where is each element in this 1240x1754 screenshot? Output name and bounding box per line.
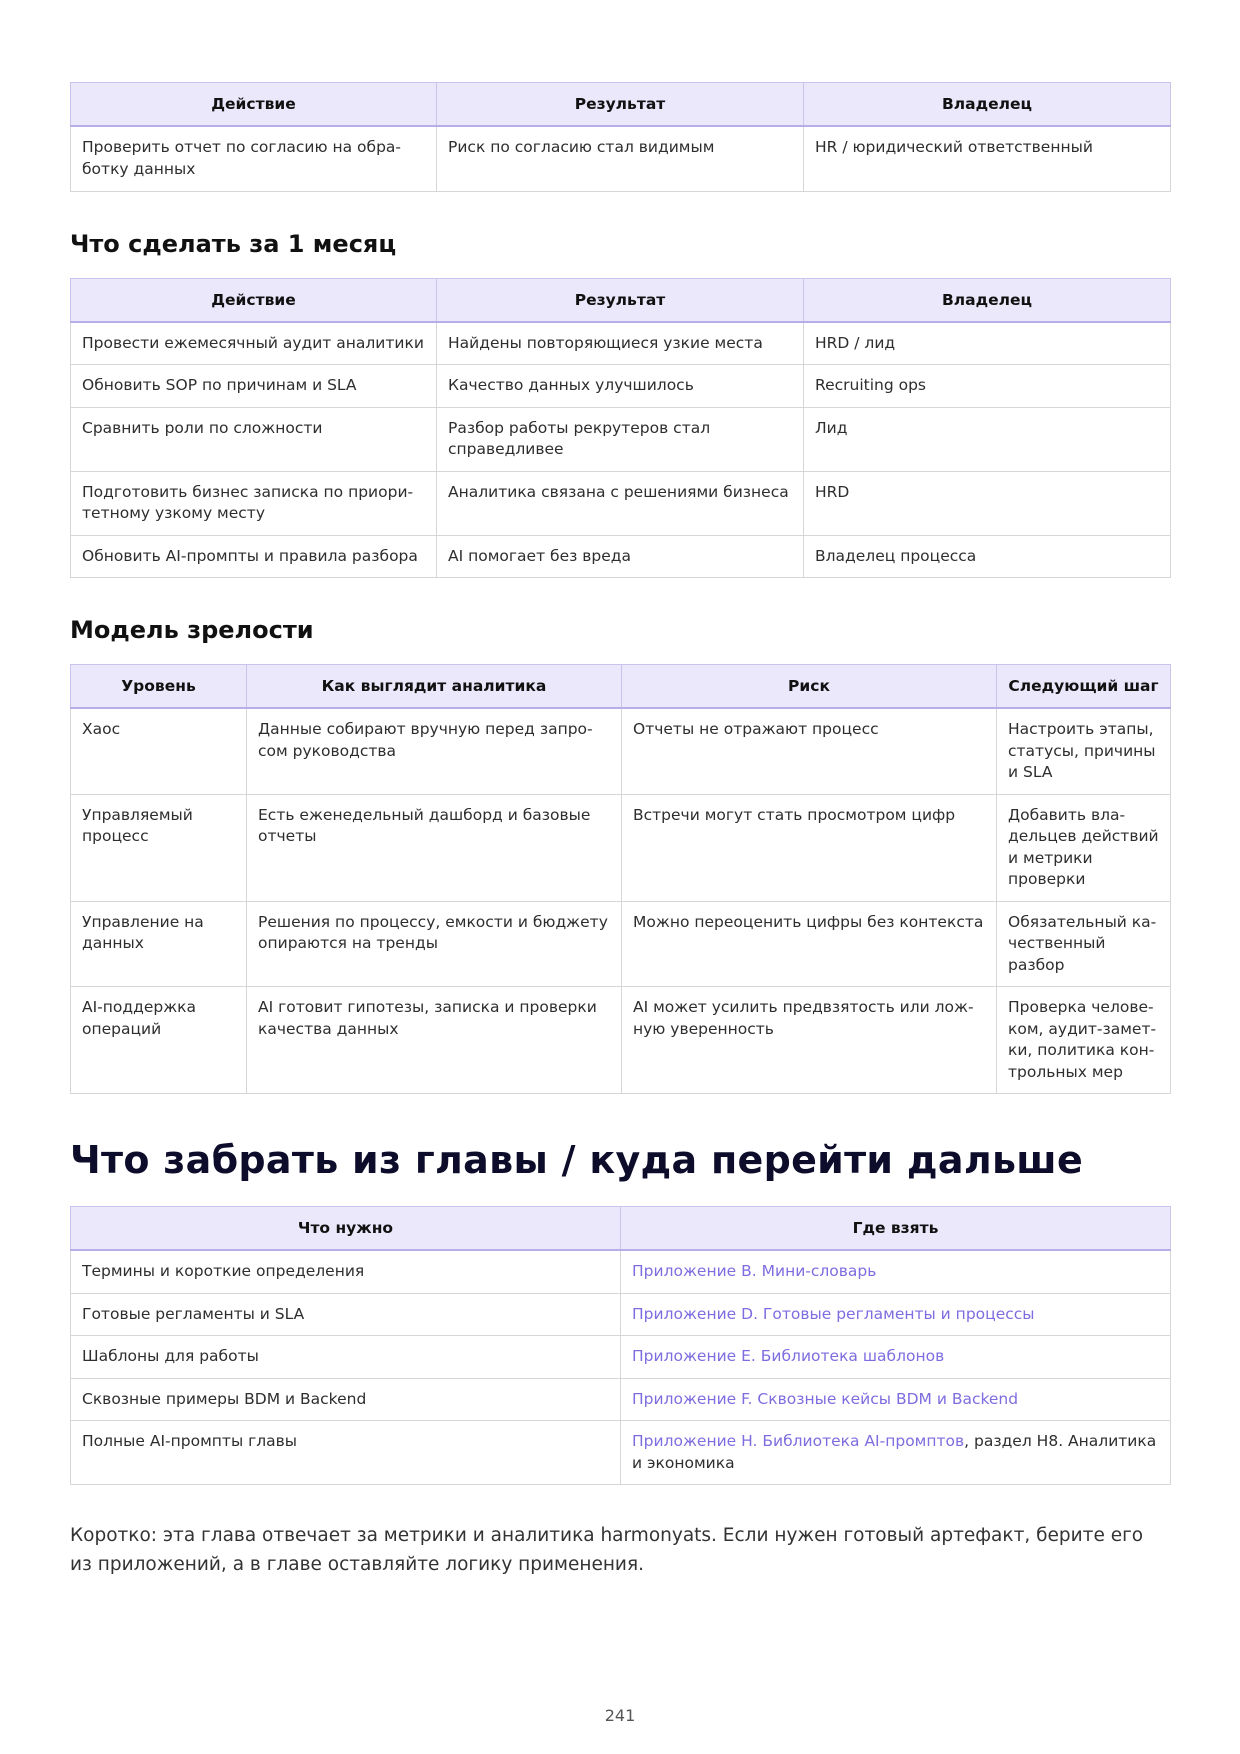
cell-result: Аналитика связана с решениями бизнеса <box>437 471 804 535</box>
table-maturity-model <box>70 664 1171 1094</box>
table-row <box>71 407 1171 471</box>
table-row <box>71 471 1171 535</box>
cell-level: Управляемый процесс <box>71 794 247 901</box>
table-row <box>71 794 1171 901</box>
header-action: Действие <box>71 83 437 127</box>
table-header-row <box>71 1207 1171 1251</box>
cell-risk: Можно переоценить цифры без контекста <box>622 901 997 987</box>
header-result: Результат <box>437 83 804 127</box>
cell-need: Сквозные примеры BDM и Backend <box>71 1378 621 1421</box>
cell-result: Риск по согласию стал видимым <box>437 126 804 191</box>
header-owner: Владелец <box>804 83 1171 127</box>
table-header-row <box>71 665 1171 709</box>
cell-risk: Встречи могут стать просмотром цифр <box>622 794 997 901</box>
header-result: Результат <box>437 278 804 322</box>
header-where: Где взять <box>621 1207 1171 1251</box>
header-analytics: Как выглядит аналитика <box>247 665 622 709</box>
table-row <box>71 1378 1171 1421</box>
cell-action: Провести ежемесячный аудит аналитики <box>71 322 437 365</box>
page-number: 241 <box>604 1706 636 1725</box>
cell-next-step: Настроить этапы, статусы, причины и SLA <box>997 708 1171 794</box>
cell-owner: Лид <box>804 407 1171 471</box>
cell-where <box>621 1378 1171 1421</box>
link-suffix: , раздел H8. Аналитика и экономика <box>632 1432 1157 1472</box>
appendix-link[interactable]: Приложение D. Готовые регламенты и процессы <box>632 1304 1035 1323</box>
table-header-row <box>71 83 1171 127</box>
header-next-step: Следующий шаг <box>997 665 1171 709</box>
cell-result: AI помогает без вреда <box>437 535 804 578</box>
header-action: Действие <box>71 278 437 322</box>
table-row <box>71 987 1171 1094</box>
cell-result: Качество данных улучшилось <box>437 365 804 408</box>
cell-where <box>621 1293 1171 1336</box>
cell-need: Термины и короткие определения <box>71 1250 621 1293</box>
cell-level: Управление на данных <box>71 901 247 987</box>
table-row <box>71 1250 1171 1293</box>
cell-next-step: Обязательный ка-чественный разбор <box>997 901 1171 987</box>
appendix-link[interactable]: Приложение B. Мини-словарь <box>632 1262 877 1280</box>
cell-level: Хаос <box>71 708 247 794</box>
chapter-summary: Коротко: эта глава отвечает за метрики и аналитика harmonyats. Если нужен готовый артефакт, берите его из приложений, а в главе оставляйте логику применения. <box>70 1525 1144 1575</box>
cell-owner: HRD <box>804 471 1171 535</box>
table-row <box>71 365 1171 408</box>
table-row <box>71 1293 1171 1336</box>
cell-action: Обновить SOP по причинам и SLA <box>71 365 437 408</box>
page-content <box>70 82 1170 1579</box>
table-row <box>71 708 1171 794</box>
chapter-heading-next: Что забрать из главы / куда перейти дальше <box>70 1138 1084 1182</box>
cell-action: Обновить AI-промпты и правила разбора <box>71 535 437 578</box>
header-risk: Риск <box>622 665 997 709</box>
cell-owner: Владелец процесса <box>804 535 1171 578</box>
cell-result: Разбор работы рекрутеров стал справедливее <box>437 407 804 471</box>
table-next-steps <box>70 1206 1171 1485</box>
table-row <box>71 901 1171 987</box>
cell-where <box>621 1336 1171 1379</box>
cell-need: Шаблоны для работы <box>71 1336 621 1379</box>
table-row <box>71 322 1171 365</box>
appendix-link[interactable]: Приложение E. Библиотека шаблонов <box>632 1347 945 1365</box>
cell-level: AI-поддержка операций <box>71 987 247 1094</box>
table-row <box>71 1421 1171 1485</box>
cell-analytics: AI готовит гипотезы, записка и проверки качества данных <box>247 987 622 1094</box>
cell-next-step: Проверка челове-ком, аудит-замет-ки, политика кон-трольных мер <box>997 987 1171 1094</box>
table-actions-continued <box>70 82 1171 192</box>
table-header-row <box>71 278 1171 322</box>
appendix-link[interactable]: Приложение H. Библиотека AI-промптов <box>632 1432 965 1450</box>
table-row <box>71 535 1171 578</box>
header-owner: Владелец <box>804 278 1171 322</box>
cell-action: Подготовить бизнес записка по приори-тетному узкому месту <box>71 471 437 535</box>
appendix-link[interactable]: Приложение F. Сквозные кейсы BDM и Backend <box>632 1389 1019 1408</box>
section-title-maturity: Модель зрелости <box>70 616 314 644</box>
section-title-month: Что сделать за 1 месяц <box>70 229 397 258</box>
cell-analytics: Есть еженедельный дашборд и базовые отчеты <box>247 794 622 901</box>
header-level: Уровень <box>71 665 247 709</box>
cell-where <box>621 1421 1171 1485</box>
cell-owner: Recruiting ops <box>804 365 1171 408</box>
cell-risk: AI может усилить предвзятость или лож-ную уверенность <box>622 987 997 1094</box>
cell-need: Готовые регламенты и SLA <box>71 1293 621 1336</box>
cell-owner: HR / юридический ответственный <box>804 126 1171 191</box>
cell-next-step: Добавить вла-дельцев действий и метрики проверки <box>997 794 1171 901</box>
cell-analytics: Решения по процессу, емкости и бюджету опираются на тренды <box>247 901 622 987</box>
cell-where <box>621 1250 1171 1293</box>
cell-need: Полные AI-промпты главы <box>71 1421 621 1485</box>
header-need: Что нужно <box>71 1207 621 1251</box>
cell-action: Сравнить роли по сложности <box>71 407 437 471</box>
table-row <box>71 126 1171 191</box>
table-month-actions <box>70 278 1171 579</box>
cell-risk: Отчеты не отражают процесс <box>622 708 997 794</box>
table-row <box>71 1336 1171 1379</box>
cell-result: Найдены повторяющиеся узкие места <box>437 322 804 365</box>
cell-analytics: Данные собирают вручную перед запро-сом руководства <box>247 708 622 794</box>
cell-owner: HRD / лид <box>804 322 1171 365</box>
cell-action: Проверить отчет по согласию на обра-ботку данных <box>71 126 437 191</box>
